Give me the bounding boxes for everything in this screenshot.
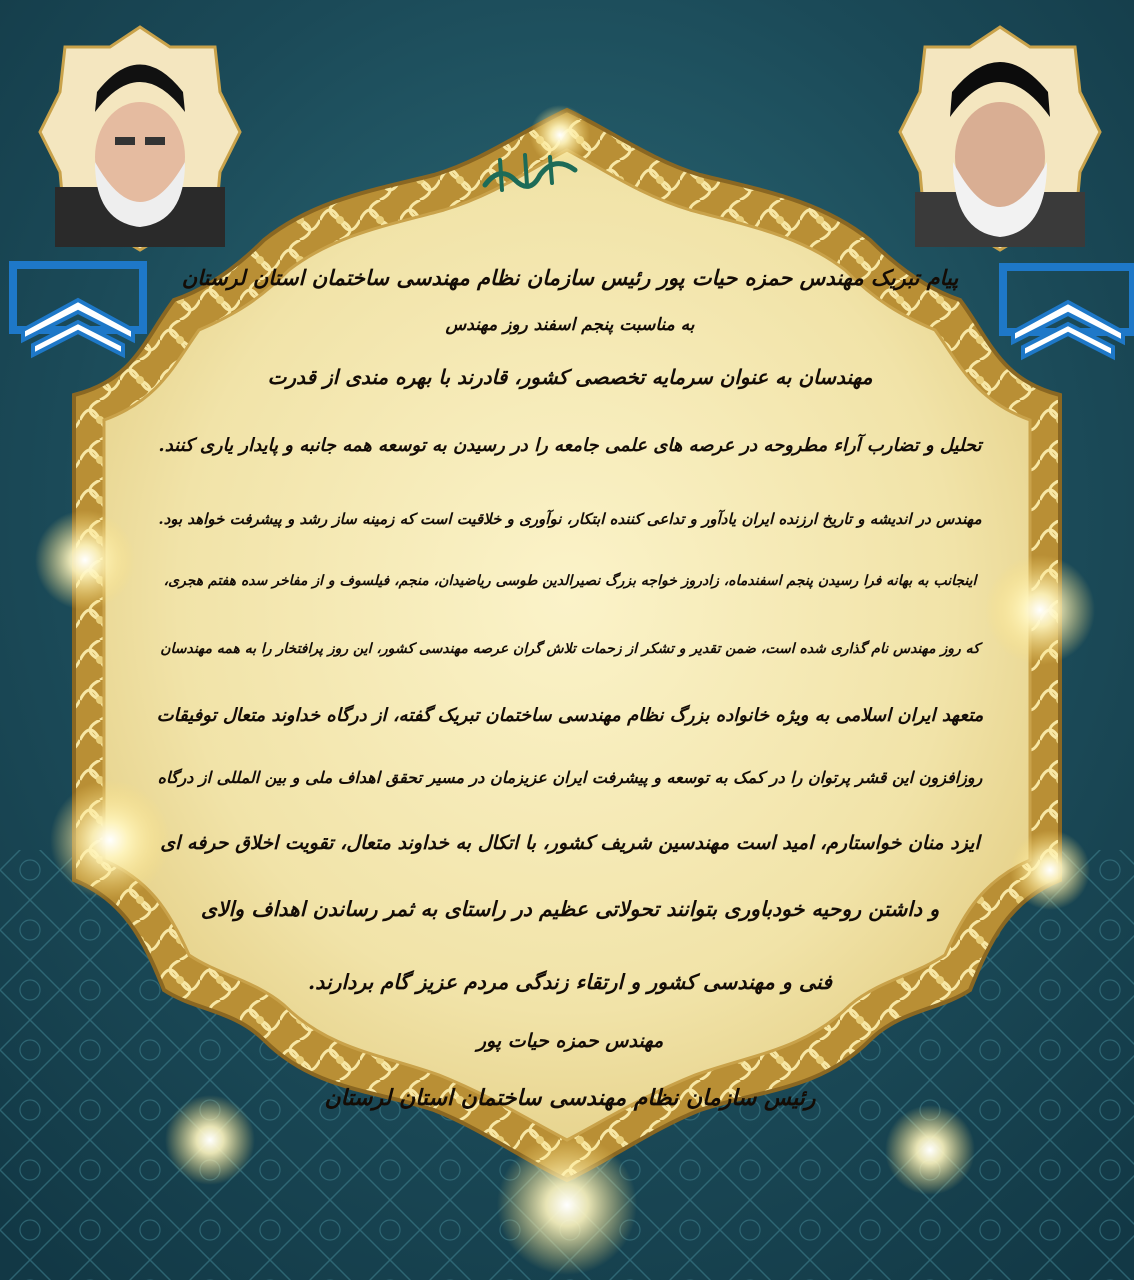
portrait-photo-icon bbox=[35, 22, 245, 252]
right-logo bbox=[998, 262, 1134, 362]
body-line: و داشتن روحیه خودباوری بتوانند تحولاتی عظیم در راستای به ثمر رساندن اهداف والای bbox=[200, 897, 940, 921]
message-subtitle: به مناسبت پنجم اسفند روز مهندس bbox=[445, 315, 695, 335]
message-line-a: مهندسان به عنوان سرمایه تخصصی کشور، قادرند با بهره مندی از قدرت bbox=[267, 365, 873, 389]
message-line-b: تحلیل و تضارب آراء مطروحه در عرصه های علمی جامعه را در رسیدن به توسعه همه جانبه و پایدار یاری کنند. bbox=[158, 435, 982, 456]
message-text bbox=[150, 255, 990, 1115]
signature-name: مهندس حمزه حیات پور bbox=[476, 1030, 664, 1052]
engineering-organization-logo-icon bbox=[8, 260, 148, 360]
portrait-photo-icon bbox=[895, 22, 1105, 252]
body-line: متعهد ایران اسلامی به ویژه خانواده بزرگ نظام مهندسی ساختمان تبریک گفته، از درگاه خداوند متعال توفیقات bbox=[156, 705, 984, 726]
body-line: مهندس در اندیشه و تاریخ ارزنده ایران یادآور و تداعی کننده ابتکار، نوآوری و خلاقیت است که زمینه ساز رشد و پیشرفت خواهد بود. bbox=[158, 510, 982, 528]
body-line: که روز مهندس نام گذاری شده است، ضمن تقدیر و تشکر از زحمات تلاش گران عرصه مهندسی کشور، این روز پرافتخار را به همه مهندسان bbox=[160, 641, 980, 657]
engineering-organization-logo-icon bbox=[998, 262, 1134, 362]
left-portrait bbox=[35, 22, 245, 252]
bismillah-calligraphy bbox=[480, 145, 580, 205]
body-line: ایزد منان خواستارم، امید است مهندسین شریف کشور، با اتکال به خداوند متعال، تقویت اخلاق حرفه ای bbox=[160, 832, 980, 854]
body-line: روزافزون این قشر پرتوان را در کمک به توسعه و پیشرفت ایران عزیزمان در مسیر تحقق اهداف ملی و بین المللی از درگاه bbox=[157, 768, 983, 787]
signature-title: رئیس سازمان نظام مهندسی ساختمان استان لرستان bbox=[324, 1085, 816, 1111]
right-portrait bbox=[895, 22, 1105, 252]
message-title: پیام تبریک مهندس حمزه حیات پور رئیس سازمان نظام مهندسی ساختمان استان لرستان bbox=[181, 265, 959, 290]
bismillah-calligraphy-icon bbox=[480, 145, 580, 205]
body-line: فنی و مهندسی کشور و ارتقاء زندگی مردم عزیز گام بردارند. bbox=[308, 970, 832, 994]
left-logo bbox=[8, 260, 148, 360]
body-line: اینجانب به بهانه فرا رسیدن پنجم اسفندماه، زادروز خواجه بزرگ نصیرالدین طوسی ریاضیدان، منجم، فیلسوف و از مفاخر سده هفتم هجری، bbox=[163, 573, 977, 589]
